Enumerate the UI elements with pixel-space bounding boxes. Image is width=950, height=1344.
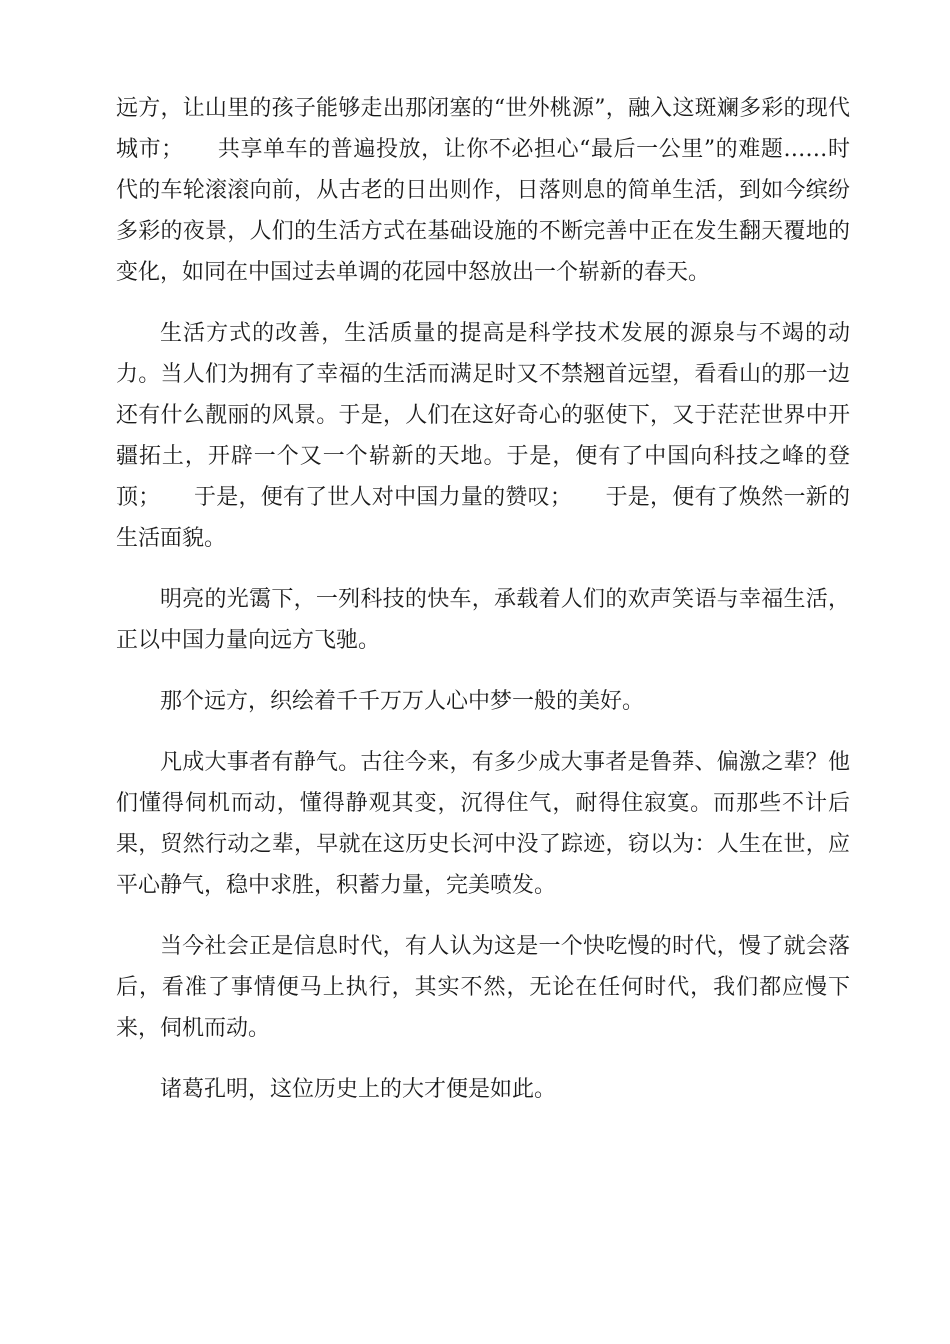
document-body — [116, 88, 850, 1130]
paragraph-3: 明亮的光霭下，一列科技的快车，承载着人们的欢声笑语与幸福生活，正以中国力量向远方飞驰。 — [116, 587, 850, 653]
paragraph-4: 那个远方，织绘着千千万万人心中梦一般的美好。 — [160, 689, 645, 714]
paragraph-5: 凡成大事者有静气。古往今来，有多少成大事者是鲁莽、偏激之辈？他们懂得伺机而动，懂得静观其变，沉得住气，耐得住寂寞。而那些不计后果，贸然行动之辈，早就在这历史长河中没了踪迹，窃以为：人生在世，应平心静气，稳中求胜，积蓄力量，完美喷发。 — [116, 750, 850, 898]
paragraph-7: 诸葛孔明，这位历史上的大才便是如此。 — [160, 1077, 557, 1102]
paragraph-2: 生活方式的改善，生活质量的提高是科学技术发展的源泉与不竭的动力。当人们为拥有了幸福的生活而满足时又不禁翘首远望，看看山的那一边还有什么靓丽的风景。于是，人们在这好奇心的驱使下，又于茫茫世界中开疆拓土，开辟一个又一个崭新的天地。于是，便有了中国向科技之峰的登顶； 于是，便有了世人对中国力量的赞叹； 于是，便有了焕然一新的生活面貌。 — [116, 321, 850, 551]
paragraph-1: 远方，让山里的孩子能够走出那闭塞的“世外桃源”，融入这斑斓多彩的现代城市； 共享单车的普遍投放，让你不必担心“最后一公里”的难题……时代的车轮滚滚向前，从古老的日出则作，日落则息的简单生活，到如今缤纷多彩的夜景，人们的生活方式在基础设施的不断完善中正在发生翻天覆地的变化，如同在中国过去单调的花园中怒放出一个崭新的春天。 — [116, 96, 850, 285]
paragraph-6: 当今社会正是信息时代，有人认为这是一个快吃慢的时代，慢了就会落后，看准了事情便马上执行，其实不然，无论在任何时代，我们都应慢下来，伺机而动。 — [116, 934, 850, 1041]
